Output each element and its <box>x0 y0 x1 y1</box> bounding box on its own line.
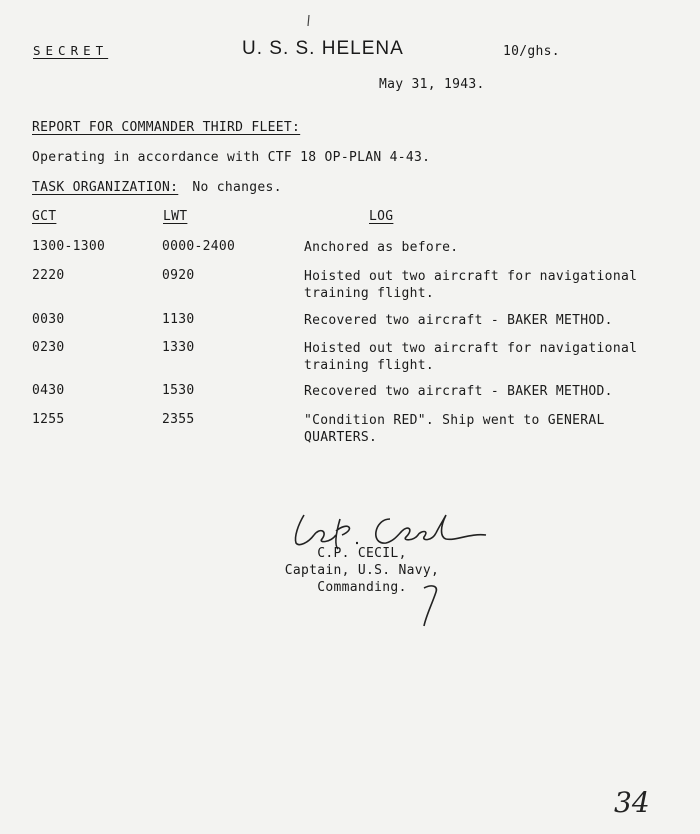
column-header-gct: GCT <box>32 209 57 224</box>
signer-rank: Captain, U.S. Navy, <box>284 563 440 578</box>
task-organization-label: TASK ORGANIZATION: <box>32 180 179 195</box>
cell-log: Recovered two aircraft - BAKER METHOD. <box>304 384 613 399</box>
operating-statement: Operating in accordance with CTF 18 OP-PLAN 4-43. <box>32 150 431 165</box>
classification-label: SECRET <box>33 43 109 58</box>
cell-gct: 1300-1300 <box>32 239 106 254</box>
signer-role: Commanding. <box>317 580 407 595</box>
page-number: 34 <box>614 786 650 819</box>
cell-lwt: 0920 <box>162 268 195 283</box>
task-organization-value: No changes. <box>192 180 282 195</box>
cell-lwt: 2355 <box>162 412 195 427</box>
cell-log: "Condition RED". Ship went to GENERAL QUARTERS. <box>304 413 605 445</box>
cell-log: Recovered two aircraft - BAKER METHOD. <box>304 313 613 328</box>
column-header-log: LOG <box>369 209 394 224</box>
cell-gct: 0030 <box>32 312 65 327</box>
column-header-lwt: LWT <box>163 209 188 224</box>
report-title: REPORT FOR COMMANDER THIRD FLEET: <box>32 120 301 135</box>
cell-log: Hoisted out two aircraft for navigational training flight. <box>304 269 638 301</box>
task-organization <box>32 180 282 195</box>
cell-lwt: 0000-2400 <box>162 239 236 254</box>
signer-name: C.P. CECIL, <box>317 546 407 561</box>
cell-gct: 2220 <box>32 268 65 283</box>
cell-lwt: 1530 <box>162 383 195 398</box>
cell-lwt: 1130 <box>162 312 195 327</box>
cell-log: Hoisted out two aircraft for navigational training flight. <box>304 341 638 373</box>
reference-code: 10/ghs. <box>503 44 560 59</box>
cell-gct: 1255 <box>32 412 65 427</box>
cell-gct: 0430 <box>32 383 65 398</box>
ship-name: U. S. S. HELENA <box>242 38 404 59</box>
initials-mark <box>420 580 450 630</box>
cell-log: Anchored as before. <box>304 240 459 255</box>
cell-gct: 0230 <box>32 340 65 355</box>
stray-mark <box>306 14 312 28</box>
cell-lwt: 1330 <box>162 340 195 355</box>
report-date: May 31, 1943. <box>379 77 485 92</box>
